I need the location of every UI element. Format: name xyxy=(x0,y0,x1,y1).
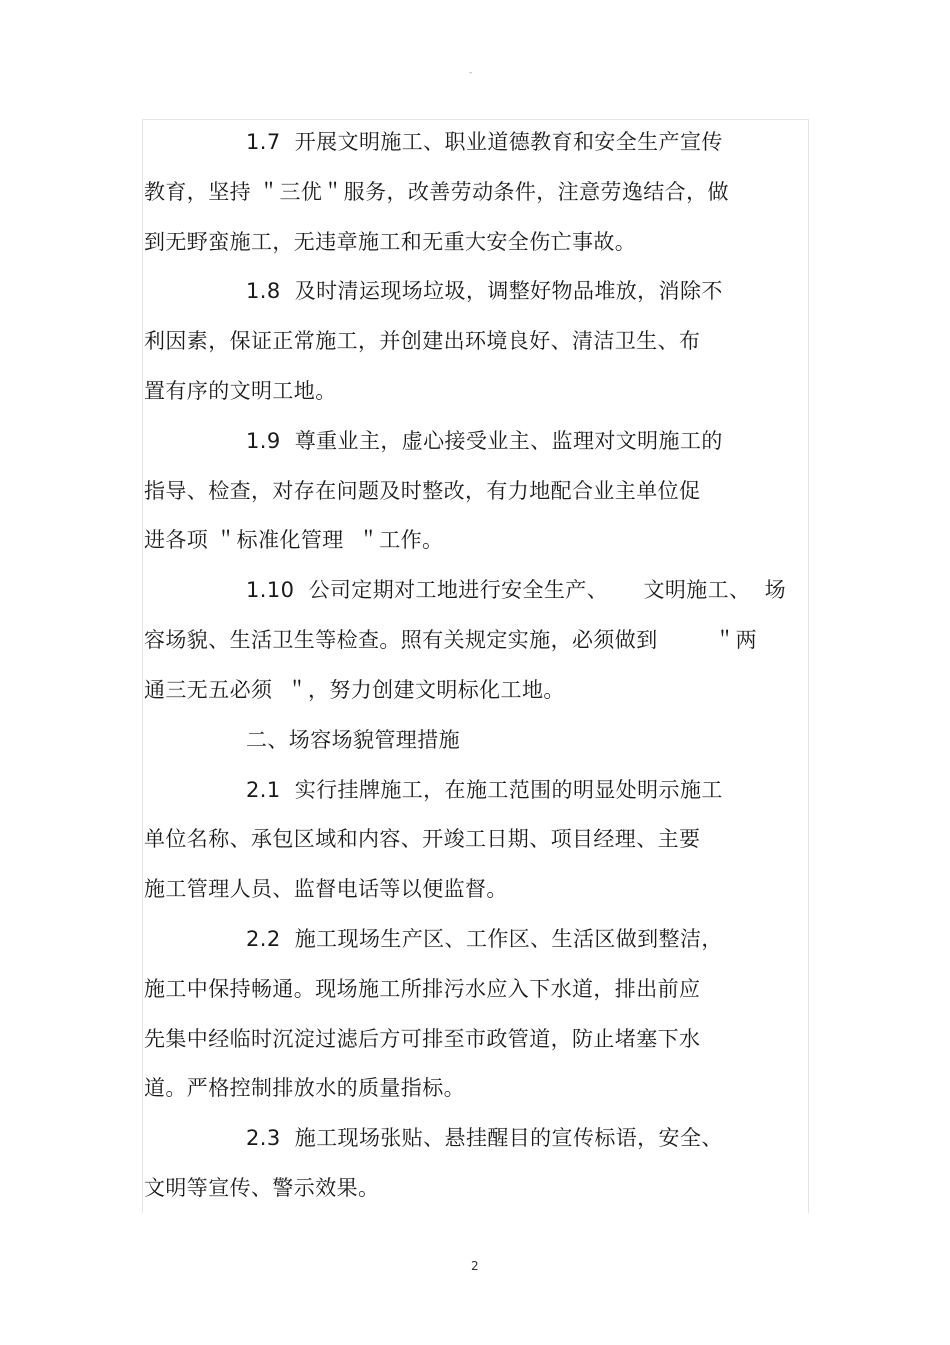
text-line: 施工管理人员、监督电话等以便监督。 xyxy=(144,877,508,901)
text-line: 1.9 尊重业主，虚心接受业主、监理对文明施工的 xyxy=(246,429,723,453)
text-line: 文明等宣传、警示效果。 xyxy=(144,1176,380,1200)
page-number: 2 xyxy=(471,1259,479,1273)
text-line: 单位名称、承包区域和内容、开竣工日期、项目经理、主要 xyxy=(144,827,701,851)
text-line: 2.1 实行挂牌施工，在施工范围的明显处明示施工 xyxy=(246,778,723,802)
text-line: 置有序的文明工地。 xyxy=(144,379,337,403)
text-line: 容场貌、生活卫生等检查。照有关规定实施，必须做到 ＂两 xyxy=(144,628,757,652)
text-line: 2.3 施工现场张贴、悬挂醒目的宣传标语，安全、 xyxy=(246,1126,723,1150)
section-heading: 二、场容场貌管理措施 xyxy=(246,728,460,752)
header-mark: - xyxy=(469,68,473,78)
text-line: 利因素，保证正常施工，并创建出环境良好、清洁卫生、布 xyxy=(144,329,701,353)
text-line: 到无野蛮施工，无违章施工和无重大安全伤亡事故。 xyxy=(144,230,637,254)
text-line: 道。严格控制排放水的质量指标。 xyxy=(144,1076,465,1100)
text-line: 施工中保持畅通。现场施工所排污水应入下水道，排出前应 xyxy=(144,977,701,1001)
text-line: 通三无五必须 ＂，努力创建文明标化工地。 xyxy=(144,678,565,702)
text-line: 先集中经临时沉淀过滤后方可排至市政管道，防止堵塞下水 xyxy=(144,1027,701,1051)
text-line: 2.2 施工现场生产区、工作区、生活区做到整洁， xyxy=(246,927,723,951)
text-line: 教育，坚持 ＂三优＂服务，改善劳动条件，注意劳逸结合，做 xyxy=(144,180,729,204)
text-line: 1.7 开展文明施工、职业道德教育和安全生产宣传 xyxy=(246,130,723,154)
text-line: 1.10 公司定期对工地进行安全生产、 文明施工、 场 xyxy=(246,578,787,602)
text-line: 指导、检查，对存在问题及时整改，有力地配合业主单位促 xyxy=(144,479,701,503)
text-line: 进各项 ＂标准化管理 ＂工作。 xyxy=(144,528,444,552)
text-line: 1.8 及时清运现场垃圾，调整好物品堆放，消除不 xyxy=(246,279,723,303)
